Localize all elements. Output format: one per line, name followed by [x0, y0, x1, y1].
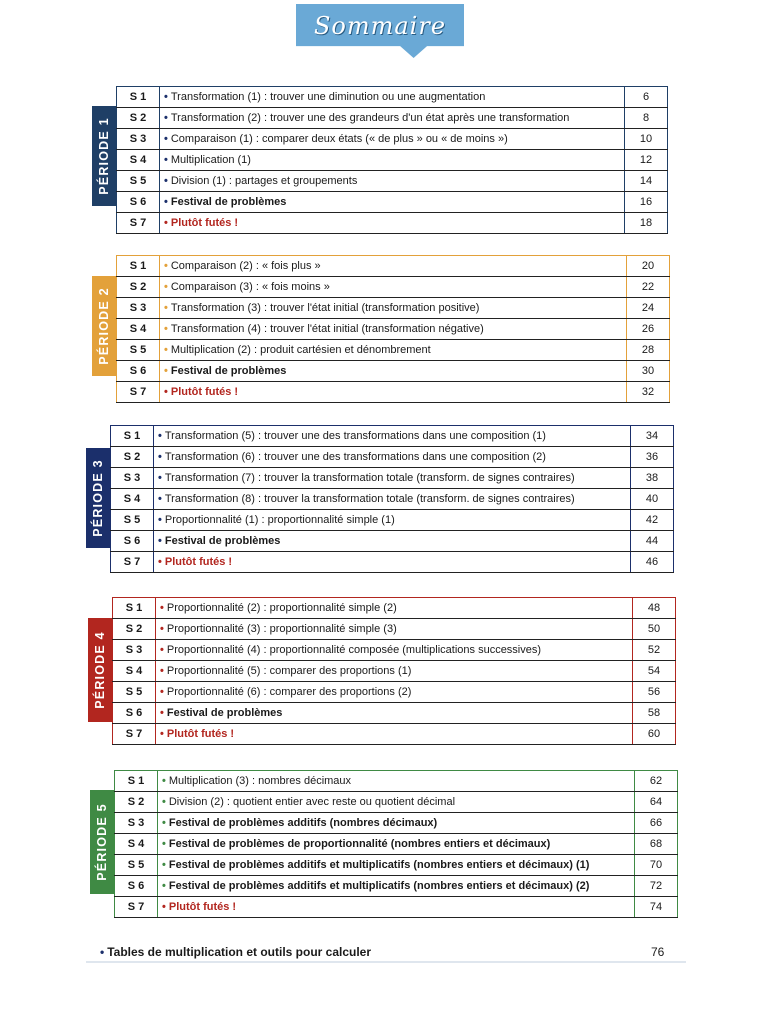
session-title-cell [158, 813, 635, 834]
session-title: Plutôt futés ! [166, 728, 235, 740]
bullet-icon: • [160, 602, 164, 614]
page-number: 48 [633, 598, 676, 619]
session-title-cell [160, 171, 625, 192]
session-code: S 1 [117, 256, 160, 277]
bullet-icon: • [164, 175, 168, 187]
bullet-icon: • [162, 901, 166, 913]
period-label: PÉRIODE 5 [95, 803, 109, 881]
table-row[interactable] [111, 531, 674, 552]
session-code: S 3 [117, 129, 160, 150]
session-title: Transformation (1) : trouver une diminution ou une augmentation [170, 91, 486, 103]
page-number: 30 [627, 361, 670, 382]
period-table-1 [116, 86, 668, 234]
bullet-icon: • [164, 260, 168, 272]
session-code: S 7 [117, 382, 160, 403]
session-code: S 1 [111, 426, 154, 447]
session-title: Plutôt futés ! [170, 386, 239, 398]
period-tab-3 [86, 448, 110, 548]
bullet-icon: • [164, 91, 168, 103]
table-row[interactable] [115, 771, 678, 792]
bullet-icon: • [164, 154, 168, 166]
session-code: S 6 [117, 192, 160, 213]
session-code: S 2 [117, 108, 160, 129]
session-title: Plutôt futés ! [168, 901, 237, 913]
page-number: 10 [625, 129, 668, 150]
page-number: 54 [633, 661, 676, 682]
page-number: 56 [633, 682, 676, 703]
table-row[interactable] [115, 855, 678, 876]
period-label: PÉRIODE 4 [93, 631, 107, 709]
period-table-3 [110, 425, 674, 573]
page-number: 24 [627, 298, 670, 319]
session-title: Festival de problèmes [170, 365, 287, 377]
page-number: 74 [635, 897, 678, 918]
session-title-cell [160, 213, 625, 234]
session-title-cell [160, 277, 627, 298]
page-number: 64 [635, 792, 678, 813]
session-title: Festival de problèmes additifs (nombres décimaux) [168, 817, 438, 829]
period-table-4 [112, 597, 676, 745]
session-title-cell [156, 703, 633, 724]
session-title: Proportionnalité (3) : proportionnalité simple (3) [166, 623, 397, 635]
session-title-cell [160, 192, 625, 213]
session-title: Festival de problèmes additifs et multiplicatifs (nombres entiers et décimaux) (1) [168, 859, 590, 871]
session-title-cell [160, 87, 625, 108]
table-row[interactable] [115, 897, 678, 918]
session-code: S 5 [113, 682, 156, 703]
session-code: S 4 [117, 319, 160, 340]
bullet-icon: • [158, 493, 162, 505]
session-code: S 2 [113, 619, 156, 640]
session-code: S 5 [117, 171, 160, 192]
bullet-icon: • [162, 817, 166, 829]
table-row[interactable] [113, 703, 676, 724]
table-row[interactable] [111, 447, 674, 468]
bullet-icon: • [164, 344, 168, 356]
table-row[interactable] [113, 619, 676, 640]
session-title-cell [156, 619, 633, 640]
session-title-cell [158, 876, 635, 897]
bullet-icon: • [164, 302, 168, 314]
table-row[interactable] [111, 426, 674, 447]
session-code: S 7 [111, 552, 154, 573]
session-title: Proportionnalité (1) : proportionnalité simple (1) [164, 514, 395, 526]
session-code: S 2 [115, 792, 158, 813]
session-code: S 7 [117, 213, 160, 234]
session-title: Transformation (3) : trouver l'état initial (transformation positive) [170, 302, 480, 314]
page-number: 18 [625, 213, 668, 234]
bullet-icon: • [160, 644, 164, 656]
table-row[interactable] [117, 319, 670, 340]
session-code: S 4 [117, 150, 160, 171]
bullet-icon: • [164, 133, 168, 145]
session-title: Festival de problèmes [166, 707, 283, 719]
table-row[interactable] [117, 87, 668, 108]
session-title-cell [154, 447, 631, 468]
period-table-5 [114, 770, 678, 918]
table-row[interactable] [113, 661, 676, 682]
session-code: S 6 [113, 703, 156, 724]
page-number: 60 [633, 724, 676, 745]
period-tab-5 [90, 790, 114, 894]
session-title-cell [160, 150, 625, 171]
page-number: 28 [627, 340, 670, 361]
session-code: S 1 [113, 598, 156, 619]
page-number: 44 [631, 531, 674, 552]
period-tab-4 [88, 618, 112, 722]
session-title: Festival de problèmes de proportionnalité (nombres entiers et décimaux) [168, 838, 551, 850]
bullet-icon: • [164, 217, 168, 229]
period-tab-1 [92, 106, 116, 206]
bullet-icon: • [158, 556, 162, 568]
session-title-cell [154, 489, 631, 510]
session-code: S 5 [111, 510, 154, 531]
session-title-cell [158, 792, 635, 813]
session-title: Proportionnalité (5) : comparer des proportions (1) [166, 665, 412, 677]
session-code: S 6 [115, 876, 158, 897]
table-row[interactable] [117, 298, 670, 319]
period-label: PÉRIODE 1 [97, 117, 111, 195]
bullet-icon: • [160, 707, 164, 719]
bullet-icon: • [164, 196, 168, 208]
table-row[interactable] [117, 150, 668, 171]
session-title: Proportionnalité (2) : proportionnalité simple (2) [166, 602, 397, 614]
table-row[interactable] [115, 876, 678, 897]
footer-page-number: 76 [651, 945, 665, 959]
period-label: PÉRIODE 2 [97, 287, 111, 365]
session-title: Festival de problèmes additifs et multiplicatifs (nombres entiers et décimaux) (2) [168, 880, 590, 892]
footer-entry[interactable] [100, 945, 371, 959]
page-number: 32 [627, 382, 670, 403]
table-row[interactable] [117, 340, 670, 361]
page-number: 12 [625, 150, 668, 171]
session-code: S 2 [111, 447, 154, 468]
session-title-cell [154, 552, 631, 573]
bullet-icon: • [164, 365, 168, 377]
bullet-icon: • [158, 535, 162, 547]
bullet-icon: • [164, 281, 168, 293]
bullet-icon: • [158, 514, 162, 526]
session-code: S 3 [117, 298, 160, 319]
session-title-cell [158, 897, 635, 918]
page-number: 50 [633, 619, 676, 640]
session-title-cell [158, 834, 635, 855]
session-title: Transformation (7) : trouver la transformation totale (transform. de signes contraires) [164, 472, 575, 484]
session-title-cell [156, 682, 633, 703]
session-title: Division (2) : quotient entier avec reste ou quotient décimal [168, 796, 456, 808]
bullet-icon: • [164, 386, 168, 398]
table-row[interactable] [117, 129, 668, 150]
session-title: Proportionnalité (4) : proportionnalité composée (multiplications successives) [166, 644, 542, 656]
session-title-cell [156, 598, 633, 619]
page-number: 38 [631, 468, 674, 489]
session-code: S 5 [117, 340, 160, 361]
bullet-icon: • [158, 451, 162, 463]
page-number: 42 [631, 510, 674, 531]
session-title: Division (1) : partages et groupements [170, 175, 358, 187]
session-title-cell [154, 426, 631, 447]
bullet-icon: • [158, 430, 162, 442]
session-title: Transformation (8) : trouver la transformation totale (transform. de signes contraires) [164, 493, 575, 505]
session-title-cell [154, 510, 631, 531]
session-code: S 3 [111, 468, 154, 489]
page-number: 34 [631, 426, 674, 447]
session-title-cell [158, 855, 635, 876]
table-row[interactable] [111, 510, 674, 531]
table-row[interactable] [111, 552, 674, 573]
page-number: 6 [625, 87, 668, 108]
table-row[interactable] [115, 834, 678, 855]
table-row[interactable] [117, 361, 670, 382]
table-row[interactable] [113, 682, 676, 703]
bullet-icon: • [164, 112, 168, 124]
session-code: S 6 [111, 531, 154, 552]
page-number: 16 [625, 192, 668, 213]
bullet-icon: • [162, 859, 166, 871]
session-title: Comparaison (3) : « fois moins » [170, 281, 330, 293]
session-code: S 2 [117, 277, 160, 298]
period-label: PÉRIODE 3 [91, 459, 105, 537]
session-code: S 4 [113, 661, 156, 682]
page-number: 72 [635, 876, 678, 897]
page-number: 58 [633, 703, 676, 724]
table-row[interactable] [113, 640, 676, 661]
session-title-cell [160, 382, 627, 403]
page-title: Sommaire [313, 12, 447, 40]
page-number: 36 [631, 447, 674, 468]
session-title: Transformation (4) : trouver l'état initial (transformation négative) [170, 323, 484, 335]
table-row[interactable] [113, 724, 676, 745]
session-title: Comparaison (2) : « fois plus » [170, 260, 321, 272]
page-number: 70 [635, 855, 678, 876]
table-row[interactable] [111, 468, 674, 489]
page-number: 68 [635, 834, 678, 855]
bullet-icon: • [162, 838, 166, 850]
session-title-cell [160, 319, 627, 340]
table-row[interactable] [117, 171, 668, 192]
page-number: 40 [631, 489, 674, 510]
session-title-cell [160, 298, 627, 319]
session-title-cell [154, 531, 631, 552]
session-title-cell [156, 724, 633, 745]
session-code: S 4 [115, 834, 158, 855]
session-title: Plutôt futés ! [170, 217, 239, 229]
session-title: Transformation (6) : trouver une des transformations dans une composition (2) [164, 451, 546, 463]
page-number: 22 [627, 277, 670, 298]
table-row[interactable] [111, 489, 674, 510]
page-number: 52 [633, 640, 676, 661]
session-code: S 1 [115, 771, 158, 792]
session-title-cell [160, 361, 627, 382]
session-code: S 5 [115, 855, 158, 876]
bullet-icon: • [162, 775, 166, 787]
page-number: 14 [625, 171, 668, 192]
session-title-cell [156, 661, 633, 682]
bullet-icon: • [160, 686, 164, 698]
page-number: 8 [625, 108, 668, 129]
bullet-icon: • [162, 796, 166, 808]
period-tab-2 [92, 276, 116, 376]
page-number: 26 [627, 319, 670, 340]
session-code: S 7 [113, 724, 156, 745]
session-code: S 1 [117, 87, 160, 108]
session-title-cell [160, 256, 627, 277]
session-title-cell [156, 640, 633, 661]
session-title-cell [160, 129, 625, 150]
session-title: Plutôt futés ! [164, 556, 233, 568]
table-row[interactable] [117, 382, 670, 403]
table-row[interactable] [117, 213, 668, 234]
session-title: Comparaison (1) : comparer deux états (« de plus » ou « de moins ») [170, 133, 508, 145]
table-row[interactable] [113, 598, 676, 619]
page-number: 46 [631, 552, 674, 573]
session-code: S 4 [111, 489, 154, 510]
session-code: S 3 [113, 640, 156, 661]
session-title-cell [160, 108, 625, 129]
table-row[interactable] [117, 256, 670, 277]
page-number: 20 [627, 256, 670, 277]
page-number: 62 [635, 771, 678, 792]
bullet-icon: • [162, 880, 166, 892]
session-title: Multiplication (1) [170, 154, 251, 166]
table-row[interactable] [117, 277, 670, 298]
table-row[interactable] [117, 192, 668, 213]
page-number: 66 [635, 813, 678, 834]
bullet-icon: • [164, 323, 168, 335]
session-title: Proportionnalité (6) : comparer des proportions (2) [166, 686, 412, 698]
session-title-cell [160, 340, 627, 361]
table-row[interactable] [115, 792, 678, 813]
session-code: S 7 [115, 897, 158, 918]
table-row[interactable] [115, 813, 678, 834]
footer-bullet: • [100, 945, 105, 959]
session-title: Transformation (5) : trouver une des transformations dans une composition (1) [164, 430, 546, 442]
bullet-icon: • [160, 665, 164, 677]
table-row[interactable] [117, 108, 668, 129]
session-title-cell [154, 468, 631, 489]
session-title: Transformation (2) : trouver une des grandeurs d'un état après une transformation [170, 112, 570, 124]
period-table-2 [116, 255, 670, 403]
session-title-cell [158, 771, 635, 792]
bullet-icon: • [160, 623, 164, 635]
footer-label: Tables de multiplication et outils pour calculer [107, 945, 372, 959]
session-title: Multiplication (3) : nombres décimaux [168, 775, 352, 787]
session-title: Festival de problèmes [170, 196, 287, 208]
session-title: Multiplication (2) : produit cartésien et dénombrement [170, 344, 431, 356]
bullet-icon: • [158, 472, 162, 484]
bullet-icon: • [160, 728, 164, 740]
session-code: S 3 [115, 813, 158, 834]
session-title: Festival de problèmes [164, 535, 281, 547]
session-code: S 6 [117, 361, 160, 382]
